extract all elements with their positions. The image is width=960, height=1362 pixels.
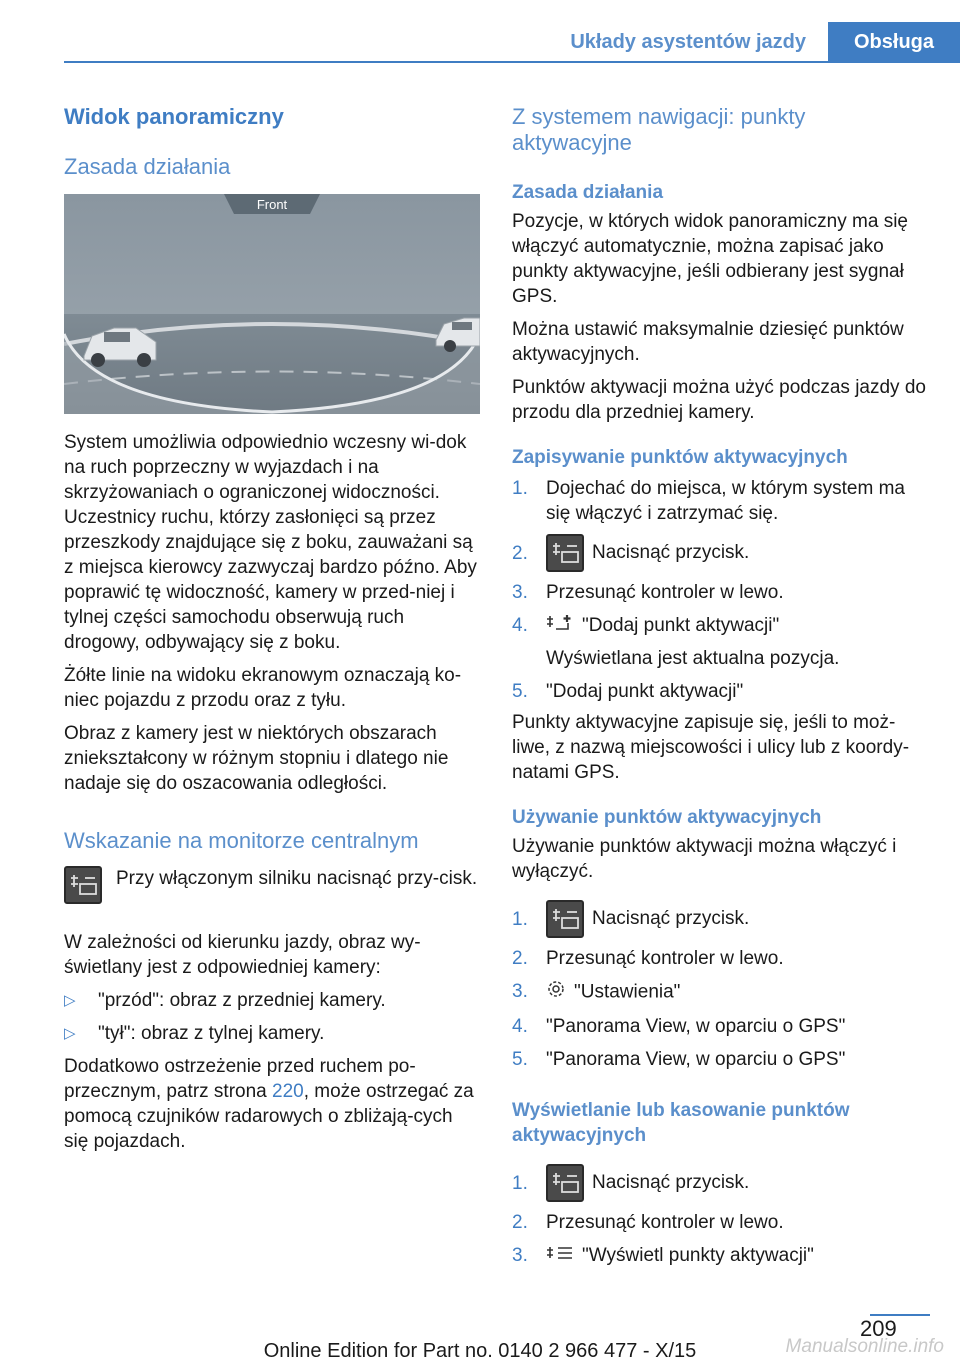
right-column — [512, 100, 930, 1269]
edition-text: Online Edition for Part no. 0140 2 966 477 - X/15 — [263, 1340, 697, 1362]
page-header — [64, 22, 960, 62]
section-title: Układy asystentów jazdy — [570, 30, 806, 53]
camera-button-icon — [546, 1164, 584, 1202]
list-item: 4. "Dodaj punkt aktywacji" — [512, 613, 930, 638]
use-steps — [512, 900, 930, 1072]
list-item: ▷ "tył": obraz z tylnej kamery. — [64, 1023, 325, 1044]
list-item: 5. "Dodaj punkt aktywacji" — [512, 681, 744, 703]
paragraph: Punkty aktywacyjne zapisuje się, jeśli to moż-liwe, z nazwą miejscowości i ulicy lub z koordy-natami GPS. — [512, 712, 910, 784]
section-heading: Widok panoramiczny — [64, 104, 284, 129]
paragraph: Dodatkowo ostrzeżenie przed ruchem po-przecznym, patrz strona 220, może ostrzegać za pomocą czujników radarowych o zbliżają-cych się pojazdach. — [64, 1056, 474, 1152]
list-item: Wyświetlana jest aktualna pozycja. — [546, 648, 840, 670]
triangle-bullet-icon: ▷ — [64, 992, 76, 1009]
paragraph: Używanie punktów aktywacji można włączyć i wyłączyć. — [512, 836, 897, 883]
page-link[interactable]: 220 — [272, 1081, 304, 1102]
list-item: 1. Dojechać do miejsca, w którym system ma się włączyć i zatrzymać się. — [512, 478, 905, 524]
list-points-icon — [546, 1244, 574, 1269]
add-point-icon — [546, 613, 574, 638]
watermark: Manualsonline.info — [785, 1336, 944, 1357]
triangle-bullet-icon: ▷ — [64, 1025, 76, 1042]
gear-icon — [546, 979, 566, 1006]
list-item: 3. Przesunąć kontroler w lewo. — [512, 582, 784, 603]
paragraph: Żółte linie na widoku ekranowym oznaczają ko-niec pojazdu z przodu oraz z tyłu. — [64, 665, 462, 711]
camera-list — [64, 988, 480, 1046]
list-item: 3. "Wyświetl punkty aktywacji" — [512, 1243, 930, 1268]
monitor-text: Przy włączonym silniku nacisnąć przy-cisk. — [116, 868, 478, 889]
show-steps — [512, 1164, 930, 1268]
list-item: 3. "Ustawienia" — [512, 979, 930, 1006]
header-rule — [64, 61, 960, 63]
list-item: 4. "Panorama View, w oparciu o GPS" — [512, 1016, 846, 1038]
list-item: 2. Przesunąć kontroler w lewo. — [512, 1212, 784, 1234]
list-item: 2. Przesunąć kontroler w lewo. — [512, 948, 784, 970]
front-label: Front — [256, 197, 288, 212]
save-steps — [512, 476, 930, 704]
paragraph: W zależności od kierunku jazdy, obraz wy-świetlany jest z odpowiedniej kamery: — [64, 932, 421, 978]
monitor-instruction — [64, 866, 480, 904]
paragraph: Punktów aktywacji można użyć podczas jazdy do przodu dla przedniej kamery. — [512, 377, 926, 423]
subsection-heading: Zasada działania — [64, 154, 231, 179]
chapter-tab: Obsługa — [828, 22, 960, 62]
page-number: 209 — [860, 1316, 897, 1341]
paragraph: Obraz z kamery jest w niektórych obszarach zniekształcony w różnym stopniu i dlatego nie nadaje się do oszacowania odległości. — [64, 723, 449, 794]
subsection-heading: Używanie punktów aktywacyjnych — [512, 807, 822, 829]
list-item: 5. "Panorama View, w oparciu o GPS" — [512, 1049, 846, 1071]
list-item: ▷ "przód": obraz z przedniej kamery. — [64, 990, 386, 1011]
paragraph: System umożliwia odpowiednio wczesny wi-dok na ruch poprzeczny w wyjazdach i na skrzyżowaniach o ograniczonej widoczności. Uczestnicy ruchu, którzy zasłonięci są przez przeszkody znajdujące się z boku, zauważani są z miejsca kierowcy zazwyczaj bardzo późno. Aby poprawić tę widoczność, kamery w przed-niej i tylnej części samochodu obserwują ruch drogowy, odbywający się z boku. — [64, 432, 477, 653]
subsection-heading: Zapisywanie punktów aktywacyjnych — [512, 447, 848, 468]
subsection-heading: Wskazanie na monitorze centralnym — [64, 828, 419, 853]
camera-button-icon — [546, 534, 584, 572]
paragraph: Pozycje, w których widok panoramiczny ma się włączyć automatycznie, można zapisać jako punkty aktywacyjne, jeśli odbierany jest sygnał GPS. — [512, 211, 908, 307]
list-item: 1. Nacisnąć przycisk. — [512, 900, 930, 938]
paragraph: Można ustawić maksymalnie dziesięć punktów aktywacyjnych. — [512, 319, 904, 365]
left-column — [64, 100, 480, 1154]
camera-button-icon — [546, 900, 584, 938]
camera-button-icon — [64, 866, 102, 904]
subsection-heading: Wyświetlanie lub kasowanie punktów aktywacyjnych — [512, 1100, 850, 1147]
camera-image — [64, 194, 480, 414]
list-item: 2. Nacisnąć przycisk. — [512, 534, 930, 572]
list-item: 1. Nacisnąć przycisk. — [512, 1164, 930, 1202]
subsection-heading: Zasada działania — [512, 182, 664, 203]
section-heading: Z systemem nawigacji: punkty aktywacyjne — [512, 104, 806, 155]
